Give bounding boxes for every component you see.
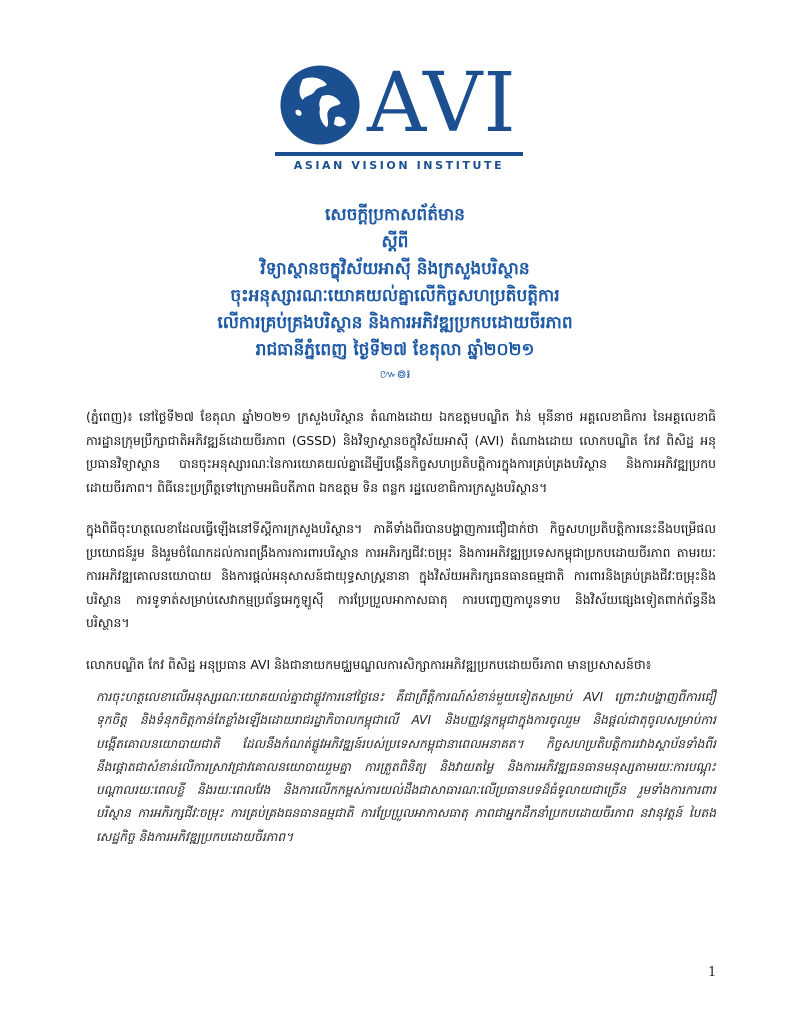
title-line-4: ចុះអនុស្សារណៈយោគយល់គ្នាលើកិច្ចសហប្រតិបត្តិការ [230, 286, 560, 306]
logo-divider [275, 152, 523, 156]
page-number: 1 [708, 965, 717, 980]
paragraph-intro: (ភ្នំពេញ)៖ នៅថ្ងៃទី២៧ ខែតុលា ឆ្នាំ២០២១ ក្រសួងបរិស្ថាន តំណាងដោយ ឯកឧត្តមបណ្ឌិត វ៉ាន់ មុនីនាថ អគ្គលេខាធិការ នៃអគ្គលេខាធិការដ្ឋានក្រុមប្រឹក្សាជាតិអភិវឌ្ឍន៍ដោយចីរភាព (GSSD) និងវិទ្យាស្ថានចក្ខុវិស័យអាស៊ី (AVI) តំណាងដោយ លោកបណ្ឌិត កែវ ពិសិដ្ឋ អនុប្រធានវិទ្យាស្ថាន បានចុះអនុស្សារណៈនៃការយោគយល់គ្នាដើម្បីបង្កើនកិច្ចសហប្រតិបត្តិការក្នុងការគ្រប់គ្រងបរិស្ថាន និងការអភិវឌ្ឍប្រកបដោយចីរភាព។ ពិធីនេះប្រព្រឹត្តទៅក្រោមអធិបតីភាព ឯកឧត្តម ទិន ពន្លក រដ្ឋលេខាធិការក្រសួងបរិស្ថាន។ [86, 409, 716, 495]
document-body [86, 405, 716, 849]
title-line-1: សេចក្តីប្រកាសព័ត៌មាន [325, 205, 465, 225]
title-line-2: ស្តីពី [381, 232, 409, 252]
globe-icon [277, 62, 363, 148]
logo-subtitle: ASIAN VISION INSTITUTE [293, 159, 505, 172]
paragraph-speaker: លោកបណ្ឌិត កែវ ពិសិដ្ឋ អនុប្រធាន AVI និងជានាយកមជ្ឈមណ្ឌលការសិក្សាការអភិវឌ្ឍប្រកបដោយចីរភាព មានប្រសាសន៍ថា៖ [86, 656, 652, 672]
quote-block: ការចុះហត្ថលេខាលើអនុស្សរណៈយោគយល់គ្នាជាផ្លូវការនៅថ្ងៃនេះ គឺជាព្រឹត្តិការណ៍សំខាន់មួយទៀតសម្រាប់ AVI ព្រោះវាបង្ហាញពីការជឿទុកចិត្ត និងទំនុកចិត្តកាន់តែខ្លាំងឡើងដោយរាជរដ្ឋាភិបាលកម្ពុជាលើ AVI និងបញ្ញវន្តកម្ពុជាក្នុងការចូលរួម និងផ្តល់ជាតុចូលសម្រាប់ការបង្កើតគោលនយោបាយជាតិ ដែលនឹងកំណត់ផ្លូវអភិវឌ្ឍន៍របស់ប្រទេសកម្ពុជានាពេលអនាគត។ កិច្ចសហប្រតិបត្តិការរវាងស្ថាប័នទាំងពីរនឹងផ្តោតជាសំខាន់លើការស្រាវជ្រាវគោលនយោបាយរួមគ្នា ការត្រួតពិនិត្យ និងវាយតម្លៃ និងការអភិវឌ្ឍធនធានមនុស្សតាមរយៈការបណ្តុះបណ្តាលរយៈពេលខ្លី និងរយៈពេលវែង និងការលើកកម្ពស់ការយល់ដឹងជាសាធារណៈលើប្រធានបទដ៏ធំទូលាយជាច្រើន រួមទាំងការការពារបរិស្ថាន ការអភិរក្សជីវៈចម្រុះ ការគ្រប់គ្រងធនធានធម្មជាតិ ការប្រែប្រួលអាកាសធាតុ ភាពជាអ្នកដឹកនាំប្រកបដោយចីរភាព នវានុវត្តន៍ បៃតងសេដ្ឋកិច្ច និងការអភិវឌ្ឍប្រកបដោយចីរភាព។ [96, 690, 716, 844]
title-ornament: ៚៙៛ [379, 367, 411, 381]
logo-wordmark: AVI [367, 56, 517, 151]
press-release-title [110, 202, 680, 382]
title-line-6: រាជធានីភ្នំពេញ ថ្ងៃទី២៧ ខែតុលា ឆ្នាំ២០២១ [255, 340, 535, 360]
avi-logo [275, 56, 523, 180]
title-line-5: លើការគ្រប់គ្រងបរិស្ថាន និងការអភិវឌ្ឍប្រកបដោយចីរភាព [217, 313, 573, 333]
title-line-3: វិទ្យាស្ថានចក្ខុវិស័យអាស៊ី និងក្រសួងបរិស្ថាន [260, 259, 530, 279]
paragraph-ceremony: ក្នុងពិធីចុះហត្ថលេខាដែលធ្វើឡើងនៅទីស្តីការក្រសួងបរិស្ថាន។ ភាគីទាំងពីរបានបង្ហាញការជឿជាក់ថា កិច្ចសហប្រតិបត្តិការនេះនឹងបម្រើផលប្រយោជន៍រួម និងរួមចំណែកដល់ការពង្រឹងការការពារបរិស្ថាន ការអភិរក្សជីវៈចម្រុះ និងការអភិវឌ្ឍប្រទេសកម្ពុជាប្រកបដោយចីរភាព តាមរយៈការអភិវឌ្ឍគោលនយោបាយ និងការផ្តល់អនុសាសន៍ជាយុទ្ធសាស្ត្រនានា ក្នុងវិស័យអភិរក្សធនធានធម្មជាតិ ការពារនិងគ្រប់គ្រងជីវៈចម្រុះនិងបរិស្ថាន ការទូទាត់សម្រាប់សេវាកម្មប្រព័ន្ធអេកូឡូស៊ី ការប្រែប្រួលអាកាសធាតុ ការបញ្ចេញកាបូនទាប និងវិស័យផ្សេងទៀតពាក់ព័ន្ធនឹងបរិស្ថាន។ [86, 521, 716, 630]
